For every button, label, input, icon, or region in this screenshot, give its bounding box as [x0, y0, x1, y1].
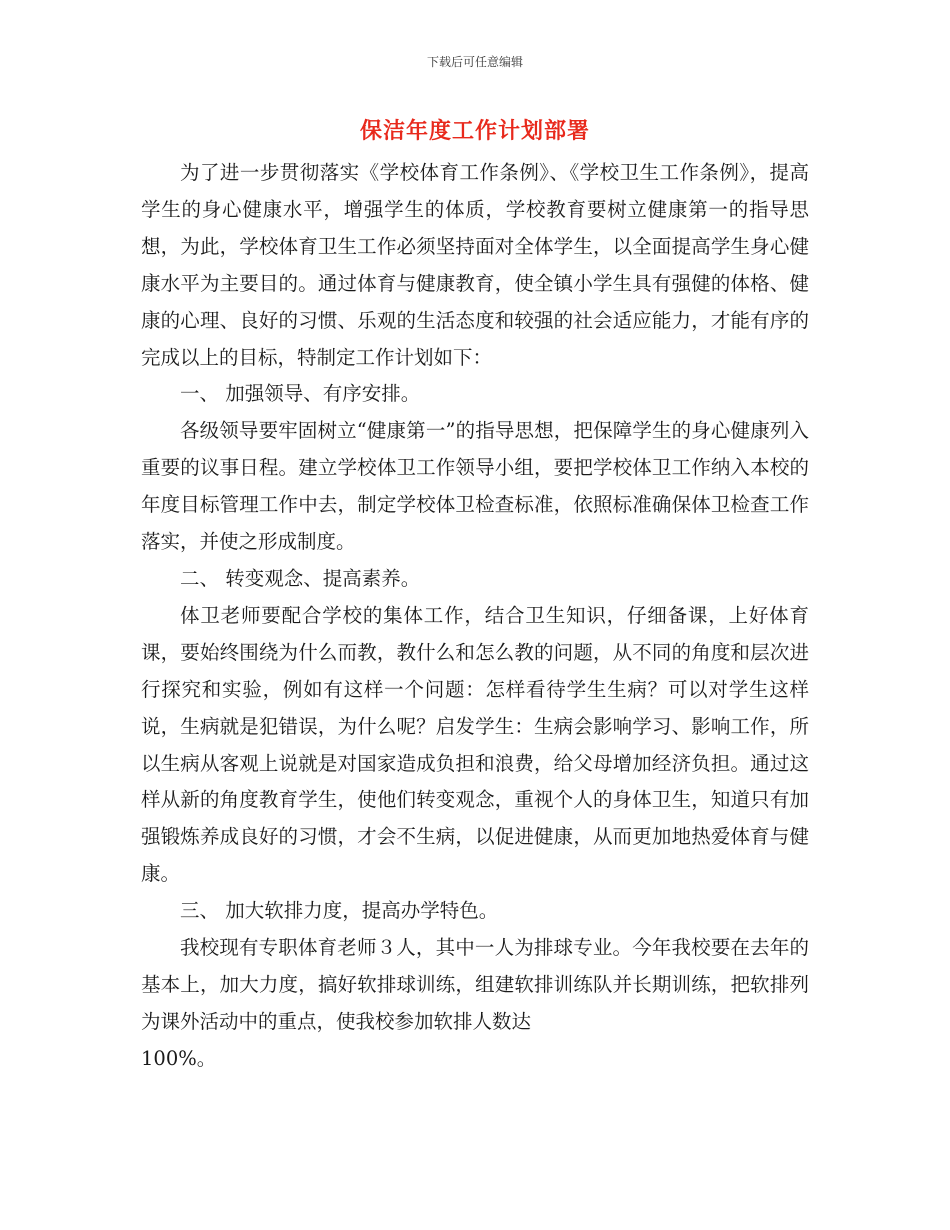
page-header-note: 下载后可任意编辑: [426, 55, 523, 69]
document-body: [141, 155, 809, 1078]
document-title: 保洁年度工作计划部署: [359, 119, 590, 144]
section-paragraph-1: 各级领导要牢固树立“健康第一”的指导思想，把保障学生的身心健康列入重要的议事日程。建立学校体卫工作领导小组，要把学校体卫工作纳入本校的年度目标管理工作中去，制定学校体卫检查标准，依照标准确保体卫检查工作落实，并使之形成制度。: [141, 419, 809, 554]
section-paragraph-2: 体卫老师要配合学校的集体工作，结合卫生知识，仔细备课，上好体育课，要始终围绕为什么而教，教什么和怎么教的问题，从不同的角度和层次进行探究和实验，例如有这样一个问题：怎样看待学生生病？可以对学生这样说，生病就是犯错误，为什么呢？启发学生：生病会影响学习、影响工作，所以生病从客观上说就是对国家造成负担和浪费，给父母增加经济负担。通过这样从新的角度教育学生，使他们转变观念，重视个人的身体卫生，知道只有加强锻炼养成良好的习惯，才会不生病，以促进健康，从而更加地热爱体育与健康。: [141, 603, 809, 886]
section-paragraph-3: 我校现有专职体育老师３人，其中一人为排球专业。今年我校要在去年的基本上，加大力度，搞好软排球训练，组建软排训练队并长期训练，把软排列为课外活动中的重点，使我校参加软排人数达: [141, 936, 809, 1033]
intro-paragraph: 为了进一步贯彻落实《学校体育工作条例》、《学校卫生工作条例》，提高学生的身心健康水平，增强学生的体质，学校教育要树立健康第一的指导思想，为此，学校体育卫生工作必须坚持面对全体学生，以全面提高学生身心健康水平为主要目的。通过体育与健康教育，使全镇小学生具有强健的体格、健康的心理、良好的习惯、乐观的生活态度和较强的社会适应能力，才能有序的完成以上的目标，特制定工作计划如下：: [141, 161, 809, 369]
section-heading-1: 一、 加强领导、有序安排。: [180, 382, 421, 406]
section-paragraph-3-end: 100%。: [141, 1046, 217, 1070]
section-heading-3: 三、 加大软排力度，提高办学特色。: [180, 899, 499, 923]
section-heading-2: 二、 转变观念、提高素养。: [180, 566, 421, 590]
